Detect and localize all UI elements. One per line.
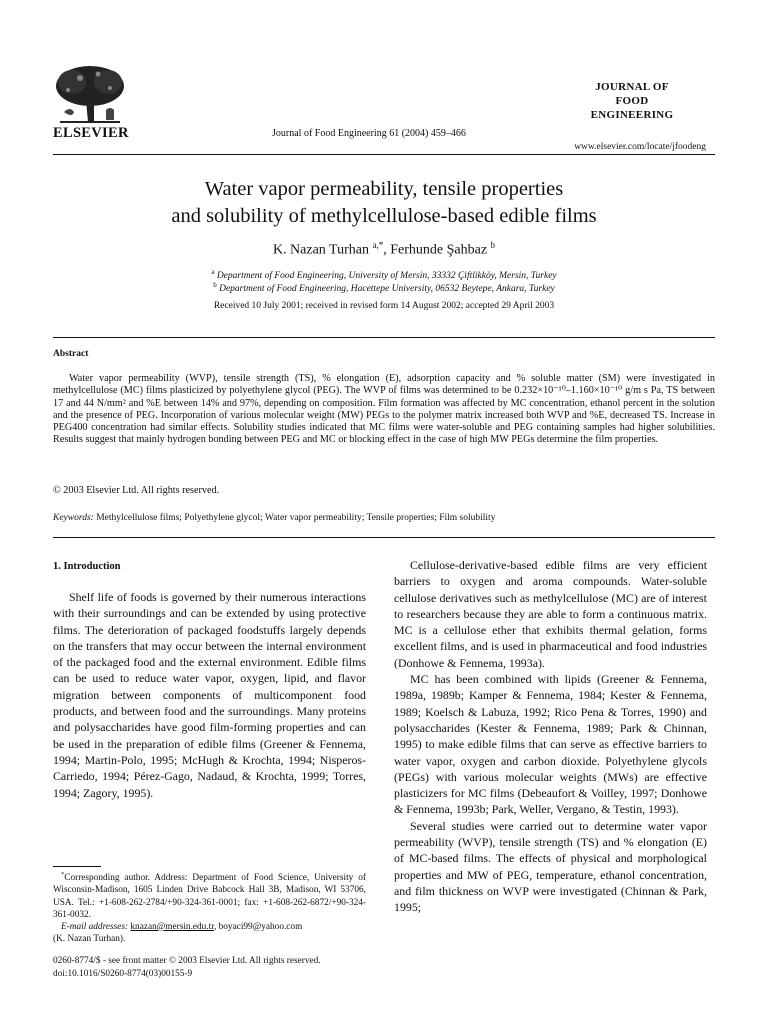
footnote-star: * <box>61 871 65 878</box>
journal-url-link[interactable]: www.elsevier.com/locate/jfoodeng <box>574 142 706 152</box>
publisher-name: ELSEVIER <box>53 125 129 141</box>
author-1: K. Nazan Turhan <box>272 242 369 258</box>
affil-a-mark: a <box>211 268 215 276</box>
footnote-rule <box>53 866 101 867</box>
title-line-2: and solubility of methylcellulose-based edible films <box>171 205 597 227</box>
section-heading-introduction: 1. Introduction <box>53 561 121 572</box>
keywords-list: Methylcellulose films; Polyethylene glycol; Water vapor permeability; Tensile properties; Film solubility <box>93 513 496 523</box>
email-owner: (K. Nazan Turhan). <box>53 934 126 945</box>
affiliation-a <box>53 268 715 281</box>
article-title <box>53 176 715 230</box>
received-dates: Received 10 July 2001; received in revised form 14 August 2002; accepted 29 April 2003 <box>213 301 555 311</box>
author-2-affil-mark: b <box>490 240 496 250</box>
footnote-text: Corresponding author. Address: Department of Food Science, University of Wisconsin-Madison, 1605 Linden Drive Babcock Hall 3B, Madison, WI 53706, USA. Tel.: +1-608-262-2784/+90-324-361-0001; fax: +1-608-262-6872/+90-324-361-0032. <box>53 873 366 920</box>
journal-reference: Journal of Food Engineering 61 (2004) 459–466 <box>272 128 466 139</box>
body-column-left <box>53 589 366 801</box>
email-secondary: , boyaci99@yahoo.com <box>213 921 303 932</box>
keywords-label: Keywords: <box>53 513 94 523</box>
abstract-divider-top <box>53 337 715 338</box>
abstract-divider-bottom <box>53 537 715 538</box>
journal-name-line: ENGINEERING <box>590 109 674 121</box>
author-1-affil-mark: a,* <box>372 240 384 250</box>
doi-line: doi:10.1016/S0260-8774(03)00155-9 <box>53 968 193 979</box>
email-link[interactable]: knazan@mersin.edu.tr <box>130 921 214 932</box>
author-list <box>53 240 715 259</box>
paragraph: MC has been combined with lipids (Greener & Fennema, 1989a, 1989b; Kamper & Fennema, 1984; Kester & Fennema, 1989; Koelsch & Labuza, 1992; Rico Pena & Torres, 1990) and polysaccharides (Kester & Fennema, 1989; Park & Chinnan, 1995) to make edible films that can serve as effective barriers to water vapor, oxygen and carbon dioxide. Polyethylene glycols (PEGs) with various molecular weights (MWs) are effective plasticizers for MC films (Debeaufort & Voilley, 1997; Donhowe & Fennema, 1993b; Park, Weller, Vergano, & Testin, 1993). <box>394 672 707 817</box>
affil-b-mark: b <box>213 281 217 289</box>
paragraph: Cellulose-derivative-based edible films are very efficient barriers to oxygen and aroma compounds. Water-soluble cellulose derivatives such as methylcellulose (MC) are of interest to researchers because they are able to form a continuous matrix. MC is a cellulose ether that exhibits thermal gelation, forms excellent films, and is used in pharmaceutical and food industries (Donhowe & Fennema, 1993a). <box>394 558 707 670</box>
author-separator: , <box>383 242 391 258</box>
paragraph: Shelf life of foods is governed by their numerous interactions with their surroundings and can be extended by using protective films. The deterioration of packaged foodstuffs largely depends on the transfers that may occur between the internal environment of the packaged food and the external environment. Edible films can be used to reduce water vapor, oxygen, lipid, and flavor migration between components of multicomponent food products, and between food and the surroundings. Many proteins and polysaccharides have good film-forming properties and can be used in the preparation of edible films (Greener & Fennema, 1994; Martin-Polo, 1995; McHugh & Krochta, 1994; Nisperos-Carriedo, 1994; Pérez-Gago, Nadaud, & Krochta, 1999; Torres, 1994; Zagory, 1995). <box>53 590 366 800</box>
abstract-text: Water vapor permeability (WVP), tensile strength (TS), % elongation (E), adsorption capacity and % soluble matter (SM) were investigated in methylcellulose (MC) films plasticized by polyethylene glycol (PEG). The WVP of films was determined to be 0.232×10⁻¹⁰–1.160×10⁻¹⁰ g/m s Pa, TS between 17 and 44 N/mm² and %E between 14% and 97%, depending on composition. Film formation was affected by MC concentration, ethanol percent in the solution and the presence of PEG. Incorporation of various molecular weight (MW) PEGs to the polymer matrix increased both WVP and %E, decreased TS. Increase in PEG400 concentration had similar effects. Solubility studies indicated that MC films were water-soluble and PEG containing samples had higher solubilities. Results suggest that mainly hydrogen bonding between PEG and MC or blocking effect in the case of high MW PEGs determine the film properties. <box>53 373 715 446</box>
author-2: Ferhunde Şahbaz <box>390 242 488 258</box>
journal-name-line: JOURNAL OF <box>595 81 669 93</box>
journal-name-line: FOOD <box>615 95 649 107</box>
abstract-heading: Abstract <box>53 349 89 359</box>
email-label: E-mail addresses: <box>61 921 129 932</box>
body-column-right <box>394 557 707 916</box>
affil-b-text: Department of Food Engineering, Hacettepe University, 06532 Beytepe, Ankara, Turkey <box>219 284 555 295</box>
front-matter-info <box>53 955 321 980</box>
keywords <box>53 513 495 523</box>
header-divider <box>53 154 715 155</box>
journal-name <box>572 80 692 122</box>
paragraph: Several studies were carried out to determine water vapor permeability (WVP), tensile strength (TS) and % elongation (E) of MC-based films. The effects of physical and morphological properties and MW of PEG, temperature, ethanol concentration, and film thickness on WVP were investigated (Chinnan & Park, 1995; <box>394 818 707 915</box>
affil-a-text: Department of Food Engineering, University of Mersin, 33332 Çiftlikköy, Mersin, Turkey <box>216 271 557 282</box>
issn-line: 0260-8774/$ - see front matter © 2003 Elsevier Ltd. All rights reserved. <box>53 956 321 966</box>
affiliation-b <box>53 281 715 294</box>
corresponding-author-footnote <box>53 869 366 945</box>
title-line-1: Water vapor permeability, tensile properties <box>204 178 564 200</box>
abstract-copyright: © 2003 Elsevier Ltd. All rights reserved. <box>53 485 220 496</box>
